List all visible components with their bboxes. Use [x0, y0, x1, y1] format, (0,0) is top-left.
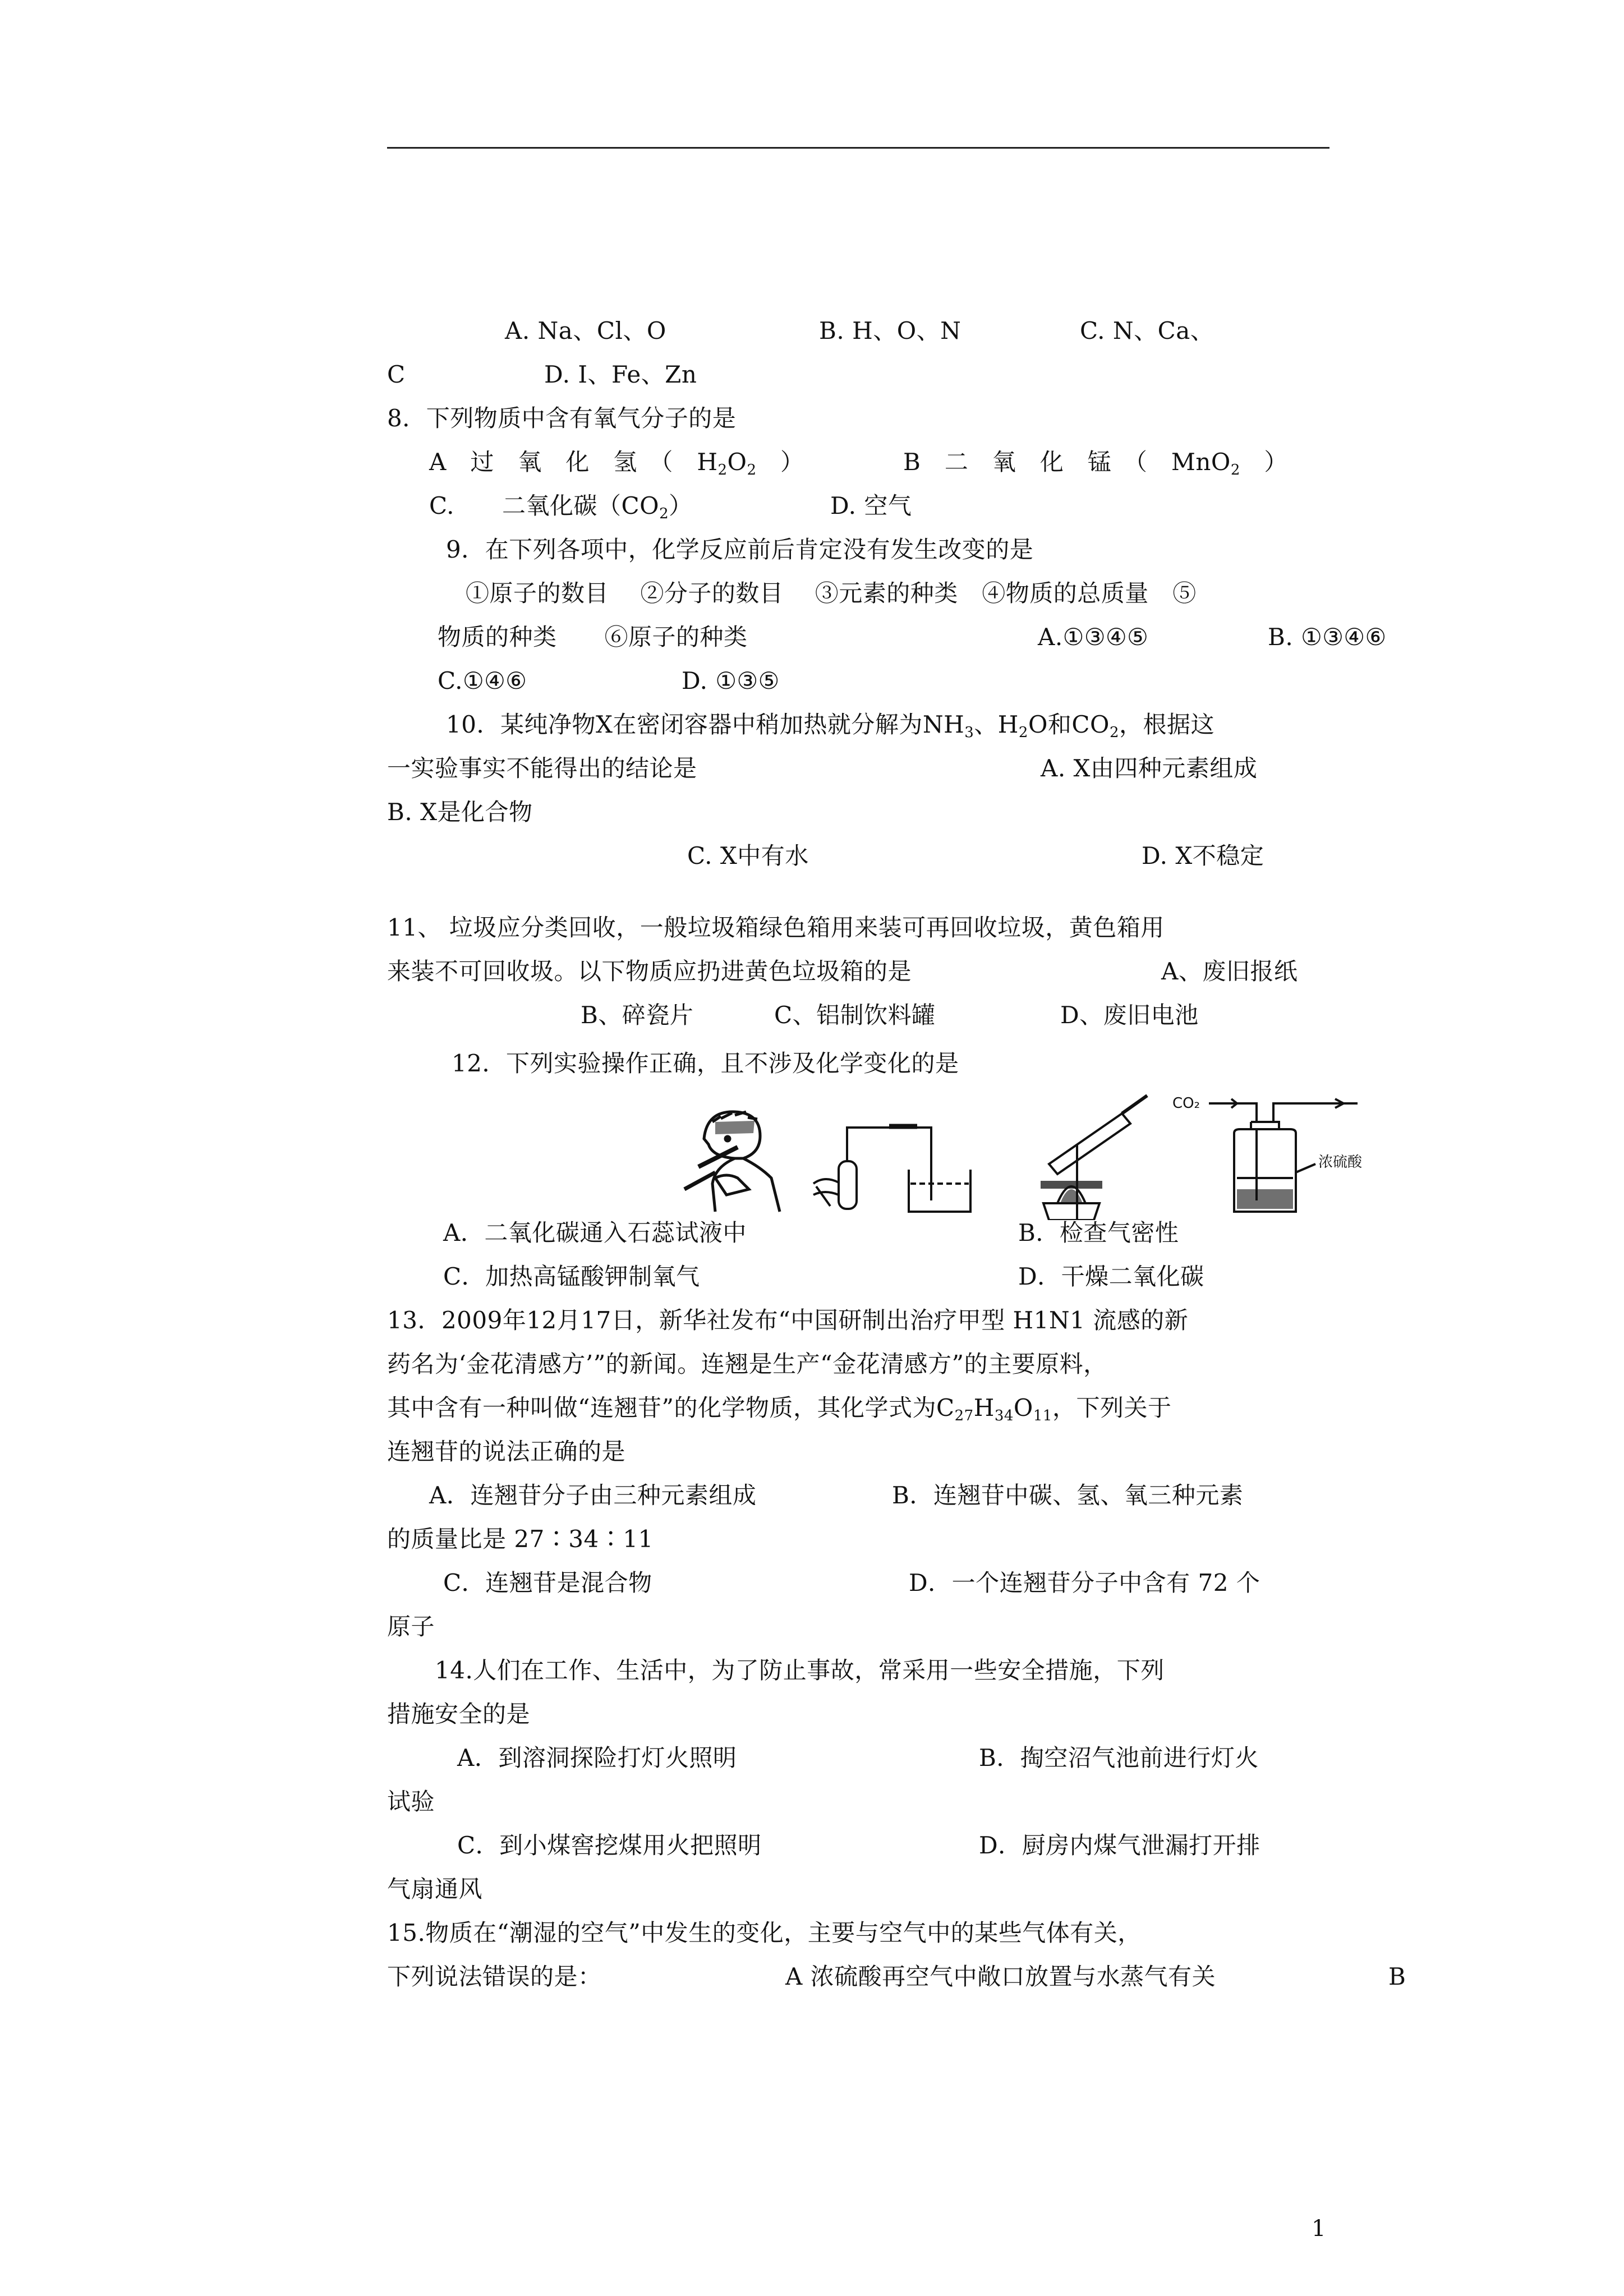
q13-stem-line2: 药名为‘金花清感方’”的新闻。连翘是生产“金花清感方”的主要原料，	[387, 1350, 1107, 1378]
q9-option-b: B. ①③④⑥	[1268, 623, 1387, 651]
q15-stem-line1: 15.物质在“潮湿的空气”中发生的变化，主要与空气中的某些气体有关，	[387, 1919, 1142, 1947]
q12-option-d: D．干燥二氧化碳	[1018, 1263, 1204, 1290]
q11-option-c: C、铝制饮料罐	[774, 1001, 936, 1029]
header-rule	[387, 147, 1329, 149]
figure-a-blowing-co2	[682, 1105, 799, 1217]
q11-option-d: D、废旧电池	[1060, 1001, 1199, 1029]
q9-items-line1: ①原子的数目 ②分子的数目 ③元素的种类 ④物质的总质量 ⑤	[466, 579, 1197, 607]
q9-option-c: C.①④⑥	[438, 667, 527, 694]
q10-option-a: A. X由四种元素组成	[1041, 754, 1258, 782]
figure-d-acid-label: 浓硫酸	[1318, 1154, 1363, 1171]
q10-stem-line2: 一实验事实不能得出的结论是	[387, 754, 697, 782]
q12-option-c: C．加热高锰酸钾制氧气	[443, 1263, 700, 1290]
q10-option-b: B. X是化合物	[387, 798, 533, 826]
q13-option-d: D．一个连翘苷分子中含有 72 个	[909, 1569, 1260, 1596]
q14-option-c: C．到小煤窖挖煤用火把照明	[457, 1832, 762, 1859]
q9-items-line2: 物质的种类 ⑥原子的种类	[438, 623, 748, 651]
figure-b-airtightness-check	[808, 1116, 976, 1217]
q7-option-c-cont: C	[387, 361, 406, 388]
q13-option-b: B．连翘苷中碳、氢、氧三种元素	[892, 1481, 1244, 1509]
q8-option-c: C. 二氧化碳$(CO_2)$	[429, 492, 693, 522]
q7-option-a: A. Na、Cl、O	[505, 317, 666, 344]
q9-option-d: D. ①③⑤	[682, 667, 780, 694]
q14-stem-line1: 14.人们在工作、生活中，为了防止事故，常采用一些安全措施，下列	[435, 1657, 1165, 1684]
q7-option-c: C. N、Ca、	[1080, 317, 1214, 344]
q10-option-d: D. X不稳定	[1142, 842, 1264, 869]
q14-option-a: A．到溶洞探险打灯火照明	[457, 1744, 737, 1772]
page-number: 1	[1312, 2216, 1326, 2242]
q14-option-d: D．厨房内煤气泄漏打开排	[979, 1832, 1260, 1859]
figure-d-co2-label: CO₂	[1172, 1095, 1200, 1112]
q13-stem-line4: 连翘苷的说法正确的是	[387, 1438, 626, 1465]
q13-option-a: A．连翘苷分子由三种元素组成	[429, 1481, 757, 1509]
q14-stem-line2: 措施安全的是	[387, 1700, 531, 1728]
figure-c-heating-kmno4	[1010, 1091, 1156, 1220]
q13-option-d-cont: 原子	[387, 1613, 435, 1640]
q9-stem: 9．在下列各项中，化学反应前后肯定没有发生改变的是	[446, 536, 1034, 563]
q11-option-a: A、废旧报纸	[1161, 958, 1298, 985]
q7-option-d: D. I、Fe、Zn	[544, 361, 697, 388]
q13-stem-line1: 13．2009年12月17日，新华社发布“中国研制出治疗甲型 H1N1 流感的新	[387, 1306, 1189, 1334]
figure-d-drying-co2	[1167, 1091, 1436, 1220]
q13-stem-line3: 其中含有一种叫做“连翘苷”的化学物质，其化学式为$C_{27}H_{34}O_{11}$，下列关于	[387, 1394, 1172, 1424]
q14-option-b: B．掏空沼气池前进行灯火	[979, 1744, 1259, 1772]
q12-option-a: A．二氧化碳通入石蕊试液中	[443, 1219, 747, 1246]
q8-stem: 8．下列物质中含有氧气分子的是	[387, 404, 737, 432]
q8-option-d: D. 空气	[830, 492, 912, 519]
q12-option-b: B．检查气密性	[1018, 1219, 1179, 1246]
q8-option-a: A 过 氧 化 氢 （ $H_2O_2$ ）	[429, 448, 804, 478]
q11-stem-line1: 11、 垃圾应分类回收，一般垃圾箱绿色箱用来装可再回收垃圾，黄色箱用	[387, 914, 1165, 941]
q12-stem: 12．下列实验操作正确，且不涉及化学变化的是	[452, 1050, 959, 1077]
q9-option-a: A.①③④⑤	[1038, 623, 1149, 651]
q15-stem-line2: 下列说法错误的是：	[387, 1963, 602, 1990]
q14-option-d-cont: 气扇通风	[387, 1875, 483, 1903]
q8-option-b: B 二 氧 化 锰 （ MnO$_2$ ）	[903, 448, 1288, 478]
q10-option-c: C. X中有水	[687, 842, 809, 869]
q15-option-a: A 浓硫酸再空气中敞口放置与水蒸气有关	[785, 1963, 1216, 1990]
q11-option-b: B、碎瓷片	[581, 1001, 694, 1029]
q10-stem: 10．某纯净物X在密闭容器中稍加热就分解为$NH_3$、$H_2O$和$CO_2$，根据这	[446, 711, 1215, 741]
q13-option-b-cont: 的质量比是 27∶34∶11	[387, 1525, 654, 1553]
q13-option-c: C．连翘苷是混合物	[443, 1569, 652, 1596]
q14-option-b-cont: 试验	[387, 1788, 435, 1815]
q7-option-b: B. H、O、N	[819, 317, 961, 344]
q15-option-b: B	[1388, 1963, 1406, 1990]
q11-stem-line2: 来装不可回收圾。以下物质应扔进黄色垃圾箱的是	[387, 958, 912, 985]
